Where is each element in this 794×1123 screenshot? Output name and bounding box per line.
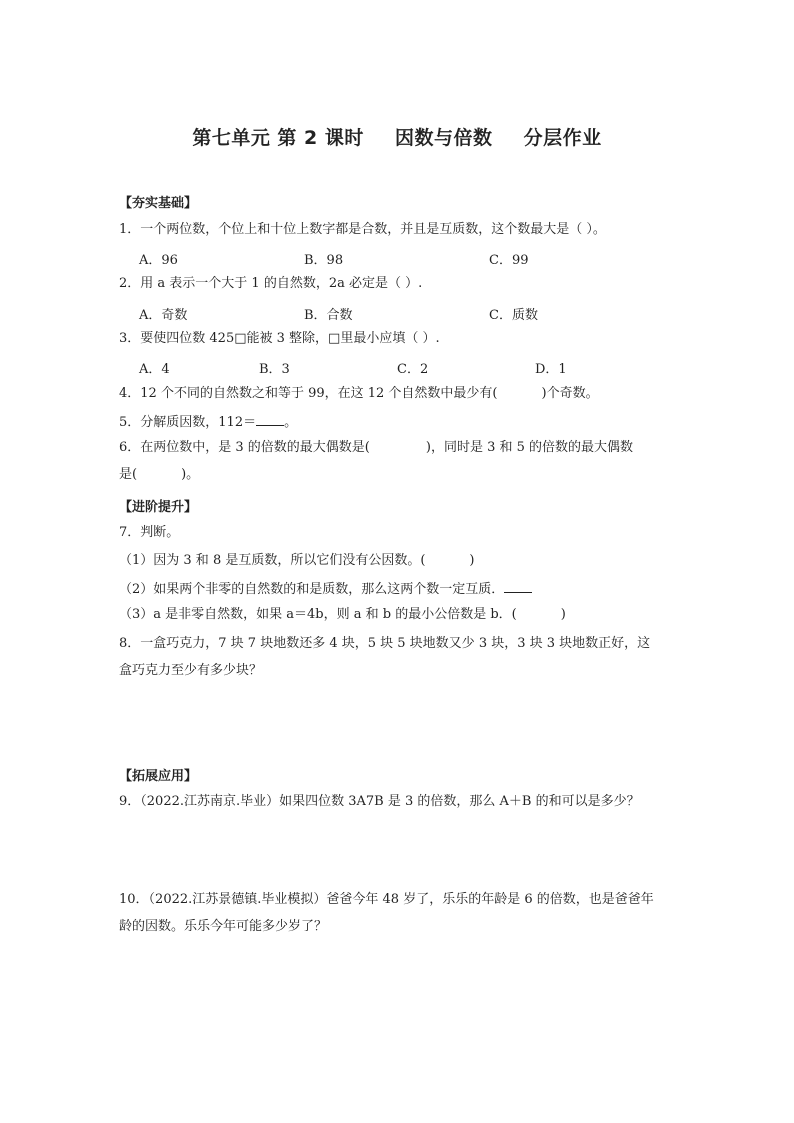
question-8-line-2: 盒巧克力至少有多少块？	[119, 663, 263, 678]
question-7: 7．判断。	[119, 525, 180, 540]
q1-option-c: C．99	[489, 253, 529, 268]
q6-text-mid: )，同时是 3 和 5 的倍数的最大偶数	[425, 440, 634, 455]
q2-option-c: C．质数	[489, 308, 538, 323]
title-type: 分层作业	[523, 127, 602, 149]
q4-text-post: )个奇数。	[541, 386, 599, 401]
title-unit: 第七单元 第 2 课时	[192, 127, 364, 149]
q1-option-a: A．96	[139, 253, 178, 268]
q6-text-pre: 6．在两位数中，是 3 的倍数的最大偶数是(	[119, 440, 370, 455]
q5-text-pre: 5．分解质因数，112＝	[119, 415, 257, 430]
question-2: 2．用 a 表示一个大于 1 的自然数，2a 必定是（ ）.	[119, 276, 423, 291]
section-basic-heading: 【夯实基础】	[119, 196, 198, 211]
q4-text-pre: 4．12 个不同的自然数之和等于 99，在这 12 个自然数中最少有(	[119, 386, 498, 401]
q7-s1-text: （1）因为 3 和 8 是互质数，所以它们没有公因数。(	[119, 553, 426, 568]
question-5	[119, 413, 297, 431]
question-9: 9．（2022.江苏南京.毕业）如果四位数 3A7B 是 3 的倍数，那么 A＋B 的和可以是多少？	[119, 794, 640, 809]
q5-text-post: 。	[284, 415, 298, 430]
q2-option-a: A．奇数	[139, 308, 188, 323]
question-7-sub-3	[119, 607, 566, 623]
question-10-line-2: 龄的因数。乐乐今年可能多少岁了？	[119, 919, 328, 934]
q3-option-d: D．1	[535, 362, 567, 377]
q6-line2-post: )。	[181, 467, 200, 482]
question-7-sub-2	[119, 580, 532, 598]
q7-s3-close: )	[560, 607, 566, 622]
question-4	[119, 386, 599, 402]
section-advanced-heading: 【进阶提升】	[119, 500, 198, 515]
q3-option-a: A．4	[139, 362, 170, 377]
q7-s2-text: （2）如果两个非零的自然数的和是质数，那么这两个数一定互质．	[119, 582, 505, 597]
question-7-sub-1	[119, 553, 475, 569]
q6-line2-pre: 是(	[119, 467, 138, 482]
question-1: 1．一个两位数，个位上和十位上数字都是合数，并且是互质数，这个数最大是（ ）。	[119, 222, 606, 237]
question-3: 3．要使四位数 425□能被 3 整除，□里最小应填（ ）.	[119, 331, 440, 346]
question-10-line-1: 10．（2022.江苏景德镇.毕业模拟）爸爸今年 48 岁了，乐乐的年龄是 6 的倍数，也是爸爸年	[119, 892, 654, 907]
question-6-line-2	[119, 467, 199, 483]
q3-option-b: B．3	[259, 362, 290, 377]
q1-option-b: B．98	[304, 253, 344, 268]
q3-option-c: C．2	[397, 362, 429, 377]
q7-s2-answer-blank[interactable]	[504, 580, 532, 593]
section-extend-heading: 【拓展应用】	[119, 769, 198, 784]
page-title	[0, 123, 794, 150]
question-6-line-1	[119, 440, 633, 456]
title-topic: 因数与倍数	[395, 127, 493, 149]
q7-s3-text: （3）a 是非零自然数，如果 a＝4b，则 a 和 b 的最小公倍数是 b．(	[119, 607, 517, 622]
question-8-line-1: 8．一盒巧克力，7 块 7 块地数还多 4 块，5 块 5 块地数又少 3 块，3 块 3 块地数正好，这	[119, 636, 651, 651]
q5-answer-blank[interactable]	[256, 413, 284, 426]
q2-option-b: B．合数	[304, 308, 353, 323]
q7-s1-close: )	[469, 553, 475, 568]
